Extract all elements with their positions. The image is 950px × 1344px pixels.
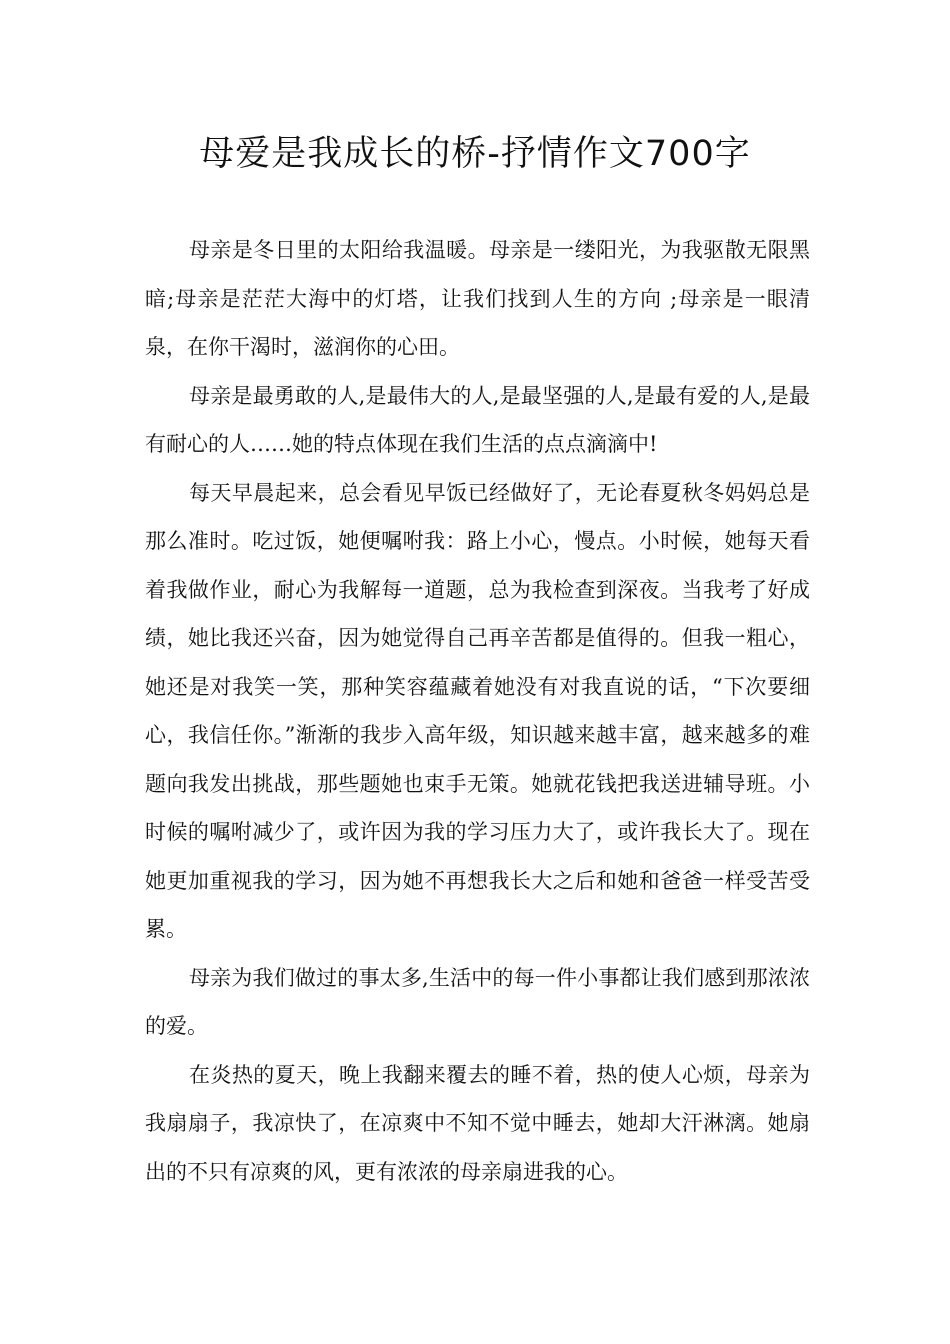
document-body — [145, 226, 810, 1196]
paragraph-1: 母亲是冬日里的太阳给我温暖。母亲是一缕阳光，为我驱散无限黑暗;母亲是茫茫大海中的灯塔，让我们找到人生的方向 ;母亲是一眼清泉，在你干渴时，滋润你的心田。 — [145, 238, 810, 359]
paragraph-5: 在炎热的夏天，晚上我翻来覆去的睡不着，热的使人心烦，母亲为我扇扇子，我凉快了，在凉爽中不知不觉中睡去，她却大汗淋漓。她扇出的不只有凉爽的风，更有浓浓的母亲扇进我的心。 — [145, 1062, 810, 1184]
paragraph-2: 母亲是最勇敢的人,是最伟大的人,是最坚强的人,是最有爱的人,是最有耐心的人……她的特点体现在我们生活的点点滴滴中! — [145, 383, 810, 456]
document-title: 母爱是我成长的桥-抒情作文700字 — [199, 134, 751, 174]
paragraph-4: 母亲为我们做过的事太多,生活中的每一件小事都让我们感到那浓浓的爱。 — [145, 965, 810, 1038]
paragraph-3: 每天早晨起来，总会看见早饭已经做好了，无论春夏秋冬妈妈总是那么准时。吃过饭，她便嘱咐我：路上小心，慢点。小时候，她每天看着我做作业，耐心为我解每一道题，总为我检查到深夜。当我考了好成绩，她比我还兴奋，因为她觉得自己再辛苦都是值得的。但我一粗心，她还是对我笑一笑，那种笑容蕴藏着她没有对我直说的话，“下次要细心，我信任你。”渐渐的我步入高年级，知识越来越丰富，越来越多的难题向我发出挑战，那些题她也束手无策。她就花钱把我送进辅导班。小时候的嘱咐减少了，或许因为我的学习压力大了，或许我长大了。现在她更加重视我的学习，因为她不再想我长大之后和她和爸爸一样受苦受累。 — [145, 480, 810, 941]
